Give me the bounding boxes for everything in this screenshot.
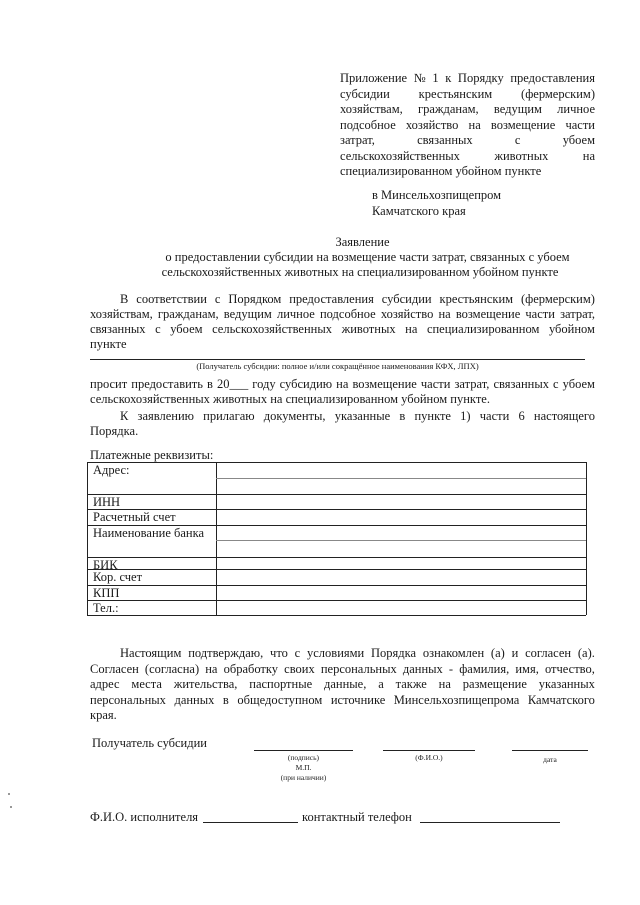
- word: ведущим: [223, 307, 272, 321]
- word: в: [399, 409, 406, 423]
- document-title: Заявление: [335, 235, 390, 249]
- word: Камчатского: [527, 692, 595, 707]
- word: животных: [494, 148, 549, 163]
- table-column-rule: [87, 462, 88, 615]
- word: убоем: [562, 377, 595, 391]
- word: к: [445, 71, 452, 85]
- date-caption: дата: [543, 755, 557, 764]
- word: предоставить: [131, 377, 203, 391]
- word: прилагаю: [203, 409, 255, 423]
- word: источнике: [330, 692, 386, 707]
- word: животных: [341, 322, 396, 336]
- word: указанных: [538, 677, 595, 691]
- date-line: [512, 750, 588, 751]
- phone-line: [420, 822, 560, 823]
- word: ведущим: [493, 102, 542, 116]
- word: №: [413, 71, 426, 85]
- word: общедоступном: [237, 692, 323, 707]
- word: крестьянским: [418, 86, 493, 101]
- paragraph-last-line: сельскохозяйственных животных на специализированном убойном пункте.: [90, 392, 490, 406]
- word: субсидию: [279, 377, 333, 391]
- word: части: [479, 409, 510, 423]
- signature-line: [254, 750, 353, 751]
- word: 1: [432, 71, 439, 85]
- word: предоставления: [510, 71, 595, 85]
- word: персональных: [320, 661, 397, 676]
- word: Согласен: [90, 661, 139, 676]
- word: с: [155, 322, 161, 336]
- word: указанные: [334, 409, 391, 423]
- word: данных: [402, 661, 443, 676]
- executor-label: Ф.И.О. исполнителя: [90, 810, 199, 824]
- word: 6: [518, 409, 525, 423]
- table-rule: [87, 569, 586, 570]
- word: части: [565, 117, 595, 132]
- document-subtitle-line-2: сельскохозяйственных животных на специализированном убойном пункте: [161, 265, 559, 279]
- word: (а).: [577, 646, 595, 660]
- justified-line: [90, 677, 595, 693]
- justified-line: [90, 646, 595, 662]
- word: на: [336, 377, 349, 391]
- word: году: [252, 377, 276, 391]
- word: Настоящим: [120, 646, 182, 660]
- word: в: [222, 692, 229, 707]
- word: возмещение: [352, 377, 417, 391]
- word: просит: [90, 377, 128, 391]
- word: 20___: [216, 377, 249, 391]
- scan-speck: [8, 793, 10, 795]
- word: К: [120, 409, 129, 423]
- table-inner-rule: [216, 540, 586, 541]
- word: связанных: [90, 322, 146, 336]
- word: подтверждаю,: [188, 646, 264, 660]
- word: жительства,: [173, 677, 238, 691]
- table-row-label: Наименование банка: [93, 526, 205, 540]
- word: с: [514, 133, 521, 147]
- table-row-label: КПП: [93, 586, 120, 600]
- word: имя,: [515, 661, 539, 676]
- word: крестьянским: [439, 292, 514, 306]
- word: хозяйствам,: [340, 102, 403, 116]
- word: отчество,: [544, 661, 595, 676]
- word: (согласна): [144, 661, 200, 676]
- word: на: [582, 148, 595, 163]
- paragraph-last-line: пункте: [90, 337, 127, 351]
- word: сельскохозяйственных: [212, 322, 333, 336]
- paragraph-last-line: края.: [90, 708, 117, 722]
- recipient-line-1: в Минсельхозпищепром: [372, 188, 502, 202]
- fio-line: [383, 750, 475, 751]
- word: субсидии: [381, 292, 432, 306]
- word: с: [214, 292, 221, 306]
- table-rule: [87, 557, 586, 558]
- word: части: [420, 377, 451, 391]
- word: 1): [460, 409, 471, 423]
- justified-line: [90, 693, 595, 709]
- word: паспортные: [249, 677, 313, 691]
- paragraph-last-line: Порядка.: [90, 424, 139, 438]
- word: специализированном: [426, 322, 540, 336]
- word: фамилия,: [459, 661, 510, 676]
- word: что: [270, 646, 288, 660]
- word: части: [525, 307, 555, 321]
- table-inner-rule: [216, 478, 586, 479]
- word: места: [131, 677, 162, 691]
- word: своих: [284, 661, 315, 676]
- word: с: [294, 646, 301, 660]
- word: обработку: [223, 661, 279, 676]
- word: связанных: [417, 133, 473, 147]
- word: данные,: [324, 677, 367, 691]
- word: хозяйство: [380, 307, 434, 321]
- table-row-label: Расчетный счет: [93, 510, 176, 524]
- word: соответствии: [136, 292, 207, 306]
- word: персональных: [90, 692, 166, 707]
- word: а: [378, 677, 384, 691]
- word: личное: [557, 102, 595, 116]
- word: настоящего: [533, 409, 595, 423]
- table-rule: [87, 585, 586, 586]
- word: субсидии: [340, 86, 390, 101]
- word: затрат,: [454, 377, 490, 391]
- word: убоем: [170, 322, 203, 336]
- document-subtitle-line-1: о предоставлении субсидии на возмещение части затрат, связанных с убоем: [165, 250, 570, 264]
- stamp-note: (при наличии): [280, 773, 327, 782]
- table-rule: [87, 494, 586, 495]
- word: связанных: [493, 377, 549, 391]
- word: на: [468, 117, 481, 132]
- word: (а): [490, 646, 505, 660]
- word: на: [438, 307, 451, 321]
- table-row-label: Кор. счет: [93, 570, 143, 584]
- signature-caption: (подпись): [287, 753, 320, 762]
- word: данных: [174, 692, 215, 707]
- table-row-label: БИК: [93, 558, 118, 572]
- stamp-label: М.П.: [295, 763, 312, 772]
- word: В: [120, 292, 129, 306]
- word: подсобное: [319, 307, 376, 321]
- consent-paragraph: [90, 646, 595, 724]
- table-rule: [87, 462, 586, 463]
- table-column-rule: [216, 462, 217, 615]
- word: согласен: [525, 646, 572, 660]
- word: в: [207, 377, 213, 391]
- word: возмещение: [455, 307, 521, 321]
- word: размещение: [462, 677, 527, 691]
- word: Минсельхозпищепрома: [393, 692, 520, 707]
- word: на: [205, 661, 218, 676]
- word: на: [438, 677, 451, 691]
- table-row-label: Тел.:: [93, 601, 119, 615]
- word: убоем: [562, 133, 595, 147]
- word: пункте: [414, 409, 451, 423]
- word: также: [395, 677, 427, 691]
- word: условиями: [307, 646, 365, 660]
- executor-name-line: [203, 822, 298, 823]
- word: (фермерским): [521, 86, 595, 101]
- word: Порядком: [228, 292, 282, 306]
- word: -: [448, 661, 454, 676]
- word: возмещение: [490, 117, 556, 132]
- table-column-rule: [586, 462, 587, 615]
- word: Приложение: [340, 71, 408, 85]
- word: гражданам,: [417, 102, 479, 116]
- fio-caption: (Ф.И.О.): [415, 753, 443, 762]
- signature-label: Получатель субсидии: [92, 736, 207, 750]
- word: предоставления: [289, 292, 374, 306]
- recipient-line-2: Камчатского края: [372, 204, 466, 218]
- table-rule: [87, 615, 586, 616]
- scan-speck: [10, 806, 12, 808]
- table-rule: [87, 600, 586, 601]
- word: Порядку: [457, 71, 504, 85]
- word: сельскохозяйственных: [340, 148, 460, 163]
- word: (фермерским): [520, 292, 595, 306]
- recipient-caption: (Получатель субсидии: полное и/или сокращённое наименования КФХ, ЛПХ): [196, 361, 479, 371]
- word: специализированном убойном пункте: [340, 164, 542, 178]
- justified-line: [90, 662, 595, 678]
- table-row-label: ИНН: [93, 495, 121, 509]
- word: ознакомлен: [422, 646, 485, 660]
- word: затрат,: [340, 133, 375, 147]
- word: убойном: [548, 322, 595, 336]
- requisites-title: Платежные реквизиты:: [90, 448, 214, 462]
- word: документы,: [263, 409, 326, 423]
- word: личное: [276, 307, 315, 321]
- word: хозяйство: [405, 117, 459, 132]
- word: затрат,: [560, 307, 595, 321]
- word: заявлению: [137, 409, 194, 423]
- word: подсобное: [340, 117, 396, 132]
- word: Порядка: [371, 646, 417, 660]
- word: хозяйствам,: [90, 307, 153, 321]
- word: на: [405, 322, 418, 336]
- word: и: [511, 646, 519, 660]
- phone-label: контактный телефон: [302, 810, 412, 824]
- word: гражданам,: [157, 307, 219, 321]
- table-row-label: Адрес:: [93, 463, 130, 477]
- word: с: [553, 377, 559, 391]
- word: адрес: [90, 677, 120, 691]
